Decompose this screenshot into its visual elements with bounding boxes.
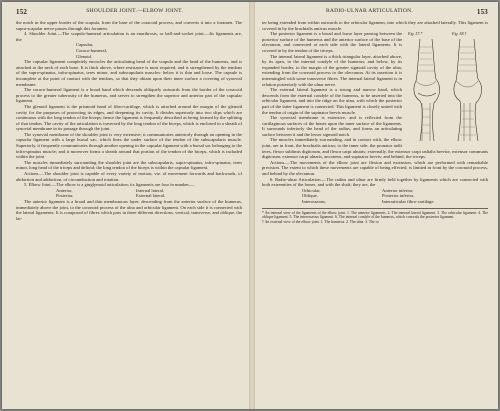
paragraph: 4. Shoulder Joint.—The scapulo-humeral articulation is an enarthrosis, or ball-and-socket joint.—Its ligaments are, the xyxy=(16,31,242,42)
paragraph: 6. Radio-ulnar Articulation.—The radius and ulnar are firmly held together by ligaments which are connected with both extremities of the bones, and with the shaft; they are, the xyxy=(262,176,488,188)
list-item: Interarticular fibro-cartilage. xyxy=(382,199,435,204)
footnote: * An internal view of the ligaments of the elbow joint. 1. The anterior ligaments. 2. The internal lateral ligament. 3. The orbicular ligament. 4. The oblique ligament. 5. The interosseous ligament. 6. The internal condyle of the humerus, which conceals the posterior ligament. xyxy=(262,210,488,220)
list-item: Orbicular, xyxy=(302,187,321,193)
paragraph: The external lateral ligament is a strong and narrow band, which descends from the external condyle of the humerus, to be inserted into the orbicular ligament, and into the ridge on the ulna, with which the posterior part of the latter ligament is connected. This ligament is closely united with the tendon of origin of the supinator brevis muscle. xyxy=(262,87,402,115)
paragraph: Actions.—The shoulder joint is capable of every variety of motion, viz. of movement forwards and backwards, of abduction and adduction, of circumduction and rotation. xyxy=(16,171,242,182)
list-item: Anterior inferior, xyxy=(382,187,414,193)
list-item: Interosseous, xyxy=(302,199,327,204)
book-spread xyxy=(2,2,498,409)
list-item: Posterior inferior, xyxy=(382,193,415,199)
left-running-header xyxy=(16,8,242,16)
paragraph: 5. Elbow Joint.—The elbow is a ginglymoid articulation; its ligaments are four in number,— xyxy=(24,182,195,188)
paragraph: The coraco-humeral ligament is a broad band which descends obliquely outwards from the border of the coracoid process to the greater tuberosity of the humerus, and serves to strengthen the superior and anterior part of the capsular ligament. xyxy=(16,87,242,104)
paragraph: The synovial membrane of the shoulder joint is very extensive; it communicates anteriorly through an opening in the capsular ligament with a large bursal sac, which lines the under surface of the tendon of the subscapularis muscle. Superiorly, it frequently communicates through another opening in the capsular ligament with a bursal sac belonging to the infra-spinatus muscle; and it moreover forms a sheath around that portion of the tendon of the biceps, which is included within the joint. xyxy=(16,131,242,160)
list-item: Internal lateral, xyxy=(136,187,165,193)
list-item: Glenoid. xyxy=(76,53,92,59)
book-gutter xyxy=(249,2,255,409)
list-item: External lateral. xyxy=(136,193,166,199)
list-item: Oblique, xyxy=(302,193,318,199)
elbow-joint-illustration xyxy=(406,37,488,143)
footnotes xyxy=(262,208,488,225)
list-item: Capsular, xyxy=(76,42,94,48)
right-running-header xyxy=(262,8,488,16)
figure-label: Fig. 58.† xyxy=(452,31,467,37)
paragraph: The internal lateral ligament is a thick triangular layer, attached above, by its apex, to the internal condyle of the humerus; and below, by its expanded border, to the margin of the greater sigmoid cavity of the ulna, extending from the coronoid process to the olecranon. At its insertion it is intermingled with some transverse fibres. The internal lateral ligament is in relation posteriorly with the ulnar nerve. xyxy=(262,53,402,87)
paragraph: The muscles immediately surrounding the shoulder joint are the subscapularis, supra-spinatus, infra-spinatus, teres minor, long head of the triceps and deltoid; the long tendon of the biceps is within the capsular ligament. xyxy=(16,159,242,171)
elbow-figures xyxy=(406,31,488,143)
paragraph: The synovial membrane is extensive, and is reflected from the cartilaginous surfaces of the bones upon the inner surface of the ligaments. It surrounds inferiorly the head of the radius, and forms an articulating surface between it and the lesser sigmoid notch. xyxy=(262,115,402,137)
footnote: † An external view of the elbow joint. 1. The humerus. 2. The ulna. 3. The ra xyxy=(262,219,379,224)
paragraph: Actions.—The movements of the elbow joint are flexion and extension, which are performed with remarkable precision. The extent to which these movements are capable of being effected, is limited in front by the coronoid process, and behind by the olecranon. xyxy=(262,159,488,177)
figure-label: Fig. 57.* xyxy=(408,31,423,37)
left-page-number: 152 xyxy=(16,8,28,16)
right-page xyxy=(262,8,488,404)
paragraph: The capsular ligament completely encircles the articulating head of the scapula and the head of the humerus, and is attached to the neck of each bone. It is thick above, where resistance is most required, and is strengthened by the tendons of the supra-spinatus, infra-spinatus, teres minor, and subscapularis muscles: below it is thin and loose. The capsule is incomplete at the point of contact with the tendons, so that they obtain upon their inner surface a covering of synovial membrane. xyxy=(16,59,242,87)
paragraph: The glenoid ligament is the prismoid band of fibro-cartilage, which is attached around the margin of the glenoid cavity for the purposes of protecting its edges, and deepening its cavity. It divides superiorly into two slips which are continuous with the long tendon of the biceps; hence the ligament is frequently described as being formed by the splitting of that tendon. The cavity of the articulation is traversed by the long tendon of the biceps, which is enclosed in a sheath of synovial membrane in its passage through the joint. xyxy=(16,103,242,132)
paragraph: The muscles immediately surrounding, and in contact with, the elbow joint, are in front, the brachialis anticus; to the inner side, the pronator radii teres, flexor sublimis digitorum, and flexor carpi ulnaris; externally, the extensor carpi radialis brevior, extensor communis digitorum, extensor carpi ulnaris, anconeus, and supinator brevis; and behind, the triceps. xyxy=(262,137,488,160)
paragraph: the notch in the upper border of the scapula, from the base of the coracoid process, and converts it into a foramen. The supra-scapular nerve passes through this foramen. xyxy=(16,20,242,31)
list-item: Anterior, xyxy=(56,187,73,193)
paragraph: The anterior ligament is a broad and thin membranous layer, descending from the anterior surface of the humerus, immediately above the joint, to the coronoid process of the ulna and orbicular ligament. On each side it is connected with the lateral ligaments. It is composed of fibres which pass in three different directions, vertical, transverse, and oblique, the lat- xyxy=(16,199,242,221)
left-running-head: SHOULDER JOINT.—ELBOW JOINT. xyxy=(86,8,183,14)
ligament-list xyxy=(16,42,242,59)
right-page-number: 153 xyxy=(476,8,488,16)
left-page xyxy=(16,8,242,404)
radio-ulnar-ligament-list xyxy=(262,188,488,205)
paragraph: The posterior ligament is a broad and loose layer passing between the posterior surface of the humerus and the anterior surface of the base of the olecranon, and connected at each side with the lateral ligaments. It is covered in by the tendon of the triceps. xyxy=(262,31,402,53)
list-item: Coraco-humeral, xyxy=(76,47,107,53)
paragraph: ter being extended from within outwards to the orbicular ligament, into which they are attached laterally. This ligament is covered in by the brachialis anticus muscle. xyxy=(262,20,488,31)
right-running-head: RADIO-ULNAR ARTICULATION. xyxy=(325,8,413,14)
list-item: Posterior, xyxy=(56,193,74,199)
elbow-ligament-list xyxy=(16,188,242,199)
